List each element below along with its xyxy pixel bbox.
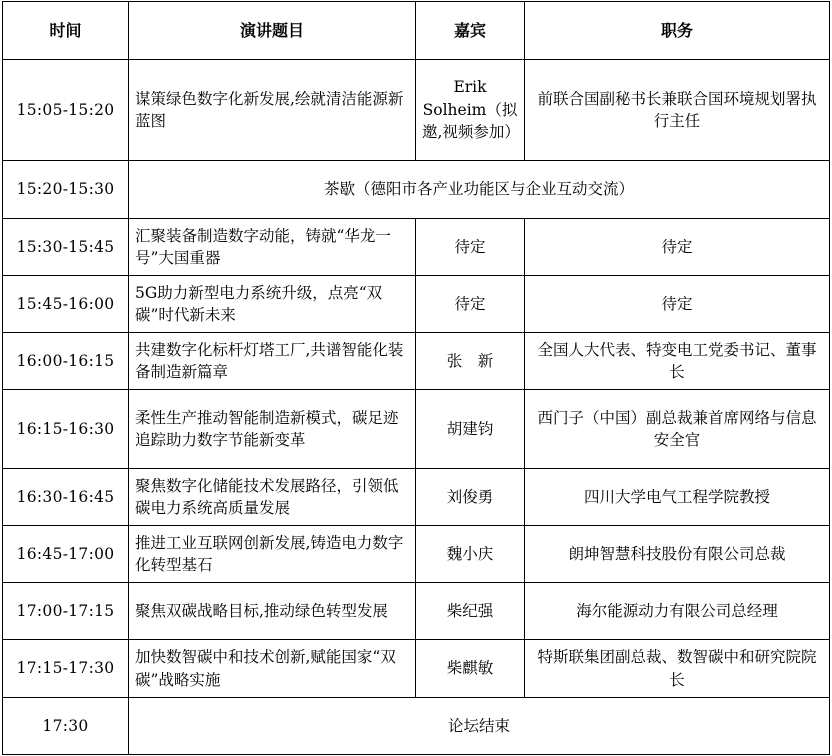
title-cell: 5G助力新型电力系统升级，点亮“双碳”时代新未来 (129, 276, 416, 333)
time-cell: 15:20-15:30 (3, 161, 129, 219)
time-cell: 16:00-16:15 (3, 333, 129, 390)
guest-cell: 胡建钧 (416, 390, 525, 469)
table-row (3, 60, 830, 161)
time-cell: 15:45-16:00 (3, 276, 129, 333)
role-cell: 海尔能源动力有限公司总经理 (525, 583, 830, 640)
guest-cell: 待定 (416, 219, 525, 276)
role-cell: 西门子（中国）副总裁兼首席网络与信息安全官 (525, 390, 830, 469)
time-cell: 15:05-15:20 (3, 60, 129, 161)
role-cell: 前联合国副秘书长兼联合国环境规划署执行主任 (525, 60, 830, 161)
role-cell: 朗坤智慧科技股份有限公司总裁 (525, 526, 830, 583)
table-row (3, 698, 830, 755)
title-cell: 谋策绿色数字化新发展,绘就清洁能源新蓝图 (129, 60, 416, 161)
role-cell: 特斯联集团副总裁、数智碳中和研究院院长 (525, 640, 830, 698)
guest-cell: Erik Solheim（拟邀,视频参加） (416, 60, 525, 161)
role-cell: 待定 (525, 276, 830, 333)
guest-cell: 魏小庆 (416, 526, 525, 583)
title-cell: 聚焦数字化储能技术发展路径，引领低碳电力系统高质量发展 (129, 469, 416, 526)
time-cell: 16:45-17:00 (3, 526, 129, 583)
time-cell: 15:30-15:45 (3, 219, 129, 276)
title-cell: 汇聚装备制造数字动能，铸就“华龙一号”大国重器 (129, 219, 416, 276)
time-cell: 17:00-17:15 (3, 583, 129, 640)
table-row (3, 640, 830, 698)
guest-cell: 刘俊勇 (416, 469, 525, 526)
agenda-table (2, 1, 830, 755)
guest-cell: 待定 (416, 276, 525, 333)
table-row (3, 583, 830, 640)
table-row (3, 161, 830, 219)
time-cell: 16:30-16:45 (3, 469, 129, 526)
break-cell: 茶歇（德阳市各产业功能区与企业互动交流） (129, 161, 830, 219)
header-role: 职务 (525, 2, 830, 60)
role-cell: 全国人大代表、特变电工党委书记、董事长 (525, 333, 830, 390)
role-cell: 待定 (525, 219, 830, 276)
title-cell: 加快数智碳中和技术创新,赋能国家“双碳”战略实施 (129, 640, 416, 698)
time-cell: 16:15-16:30 (3, 390, 129, 469)
time-cell: 17:30 (3, 698, 129, 755)
guest-cell: 柴纪强 (416, 583, 525, 640)
role-cell: 四川大学电气工程学院教授 (525, 469, 830, 526)
closing-cell: 论坛结束 (129, 698, 830, 755)
table-row (3, 526, 830, 583)
time-cell: 17:15-17:30 (3, 640, 129, 698)
header-row (3, 2, 830, 60)
table-row (3, 276, 830, 333)
title-cell: 柔性生产推动智能制造新模式，碳足迹追踪助力数字节能新变革 (129, 390, 416, 469)
header-guest: 嘉宾 (416, 2, 525, 60)
table-row (3, 469, 830, 526)
table-row (3, 390, 830, 469)
table-row (3, 219, 830, 276)
header-title: 演讲题目 (129, 2, 416, 60)
guest-cell: 张 新 (416, 333, 525, 390)
table-row (3, 333, 830, 390)
title-cell: 共建数字化标杆灯塔工厂,共谱智能化装备制造新篇章 (129, 333, 416, 390)
title-cell: 聚焦双碳战略目标,推动绿色转型发展 (129, 583, 416, 640)
title-cell: 推进工业互联网创新发展,铸造电力数字化转型基石 (129, 526, 416, 583)
header-time: 时间 (3, 2, 129, 60)
guest-cell: 柴麒敏 (416, 640, 525, 698)
